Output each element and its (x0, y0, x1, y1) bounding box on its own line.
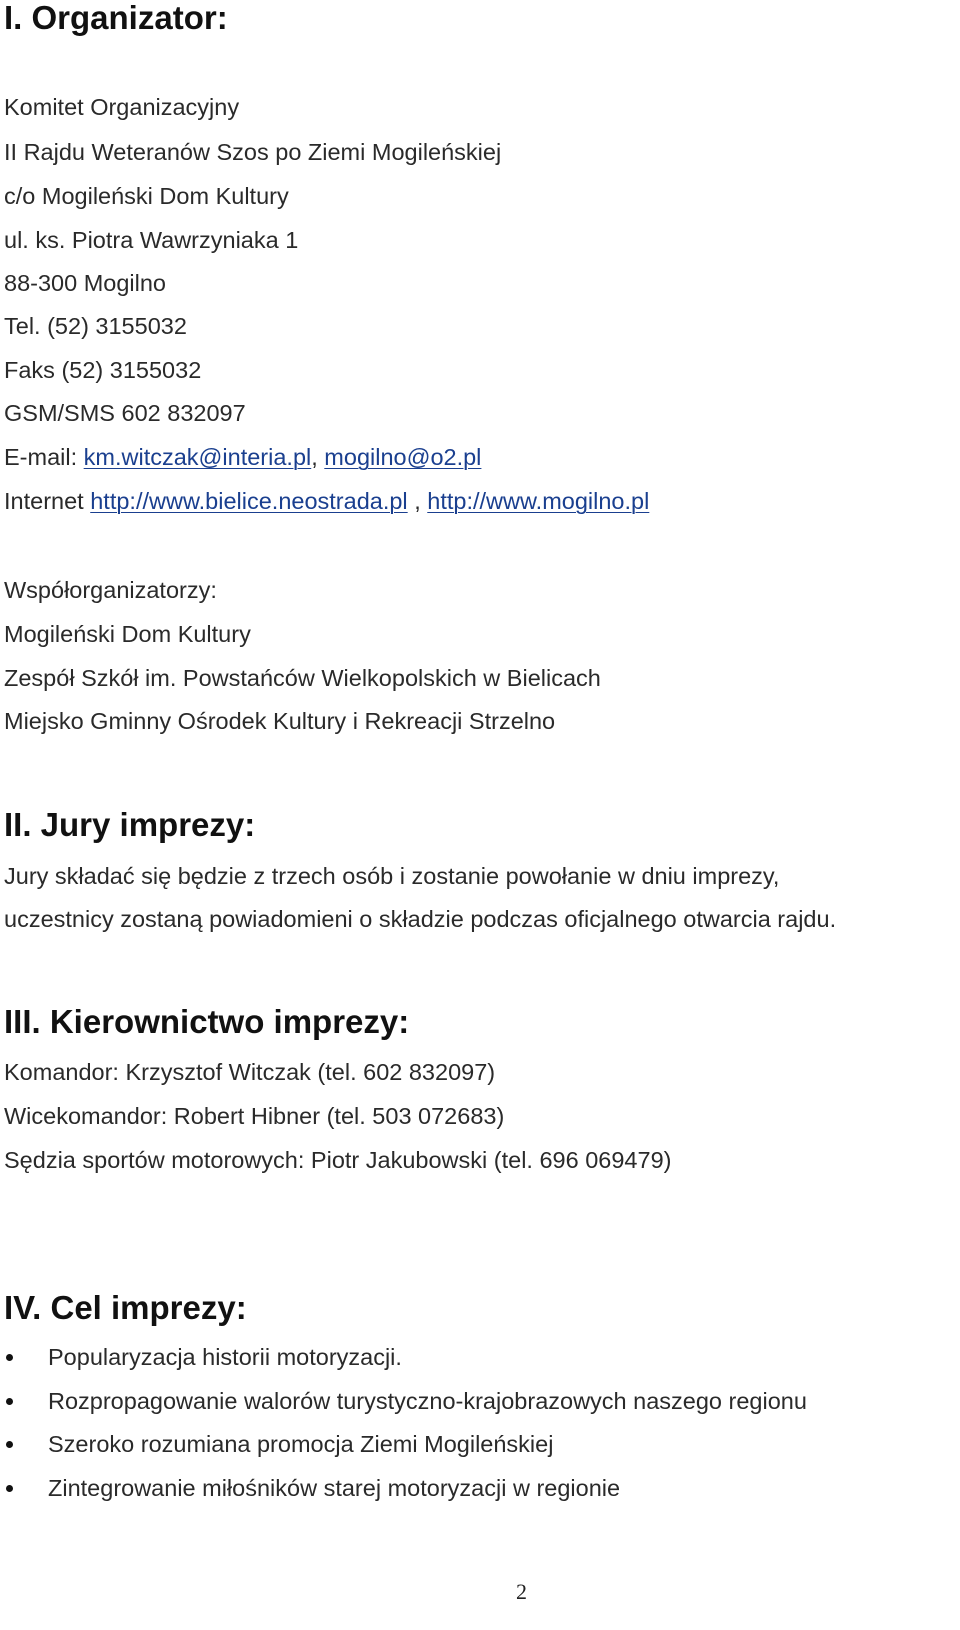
organizer-line: II Rajdu Weteranów Szos po Ziemi Mogileńskiej (4, 139, 502, 165)
management-line: Komandor: Krzysztof Witczak (tel. 602 832097) (4, 1059, 496, 1085)
coorganizer-item: Miejsko Gminny Ośrodek Kultury i Rekreacji Strzelno (4, 708, 556, 734)
organizer-line: Komitet Organizacyjny (4, 94, 240, 120)
coorganizers-label: Współorganizatorzy: (4, 577, 217, 603)
section-heading-kierownictwo: III. Kierownictwo imprezy: (4, 1003, 410, 1040)
section-heading-cel: IV. Cel imprezy: (4, 1289, 247, 1326)
email-label: E-mail: (4, 444, 84, 470)
goal-text: Zintegrowanie miłośników starej motoryzacji w regionie (48, 1475, 621, 1501)
organizer-line: 88-300 Mogilno (4, 270, 166, 296)
internet-line (4, 486, 649, 516)
bullet-icon (6, 1354, 13, 1361)
management-line: Wicekomandor: Robert Hibner (tel. 503 072683) (4, 1103, 505, 1129)
email-line (4, 442, 481, 472)
organizer-line: c/o Mogileński Dom Kultury (4, 183, 289, 209)
bullet-icon (6, 1398, 13, 1405)
section-heading-jury: II. Jury imprezy: (4, 806, 256, 843)
url-link-mogilno[interactable]: http://www.mogilno.pl (427, 488, 650, 514)
jury-text-line: Jury składać się będzie z trzech osób i zostanie powołanie w dniu imprezy, (4, 863, 780, 889)
email-link-witczak[interactable]: km.witczak@interia.pl (83, 444, 312, 470)
goal-text: Szeroko rozumiana promocja Ziemi Mogileńskiej (48, 1431, 554, 1457)
goal-text: Popularyzacja historii motoryzacji. (48, 1344, 402, 1370)
management-line: Sędzia sportów motorowych: Piotr Jakubowski (tel. 696 069479) (4, 1147, 672, 1173)
coorganizer-item: Mogileński Dom Kultury (4, 621, 251, 647)
email-separator: , (311, 444, 325, 470)
email-link-mogilno[interactable]: mogilno@o2.pl (324, 444, 482, 470)
page-number: 2 (516, 1579, 527, 1604)
organizer-line: Tel. (52) 3155032 (4, 313, 187, 339)
internet-label: Internet (4, 488, 91, 514)
goal-text: Rozpropagowanie walorów turystyczno-krajobrazowych naszego regionu (48, 1388, 807, 1414)
bullet-icon (6, 1485, 13, 1492)
coorganizer-item: Zespół Szkół im. Powstańców Wielkopolskich w Bielicach (4, 665, 601, 691)
organizer-line: ul. ks. Piotra Wawrzyniaka 1 (4, 227, 299, 253)
url-separator: , (407, 488, 428, 514)
jury-text-line: uczestnicy zostaną powiadomieni o składzie podczas oficjalnego otwarcia rajdu. (4, 906, 837, 932)
url-link-bielice[interactable]: http://www.bielice.neostrada.pl (90, 488, 408, 514)
organizer-line: Faks (52) 3155032 (4, 357, 202, 383)
section-heading-organizator: I. Organizator: (4, 0, 228, 36)
bullet-icon (6, 1441, 13, 1448)
organizer-line: GSM/SMS 602 832097 (4, 400, 246, 426)
